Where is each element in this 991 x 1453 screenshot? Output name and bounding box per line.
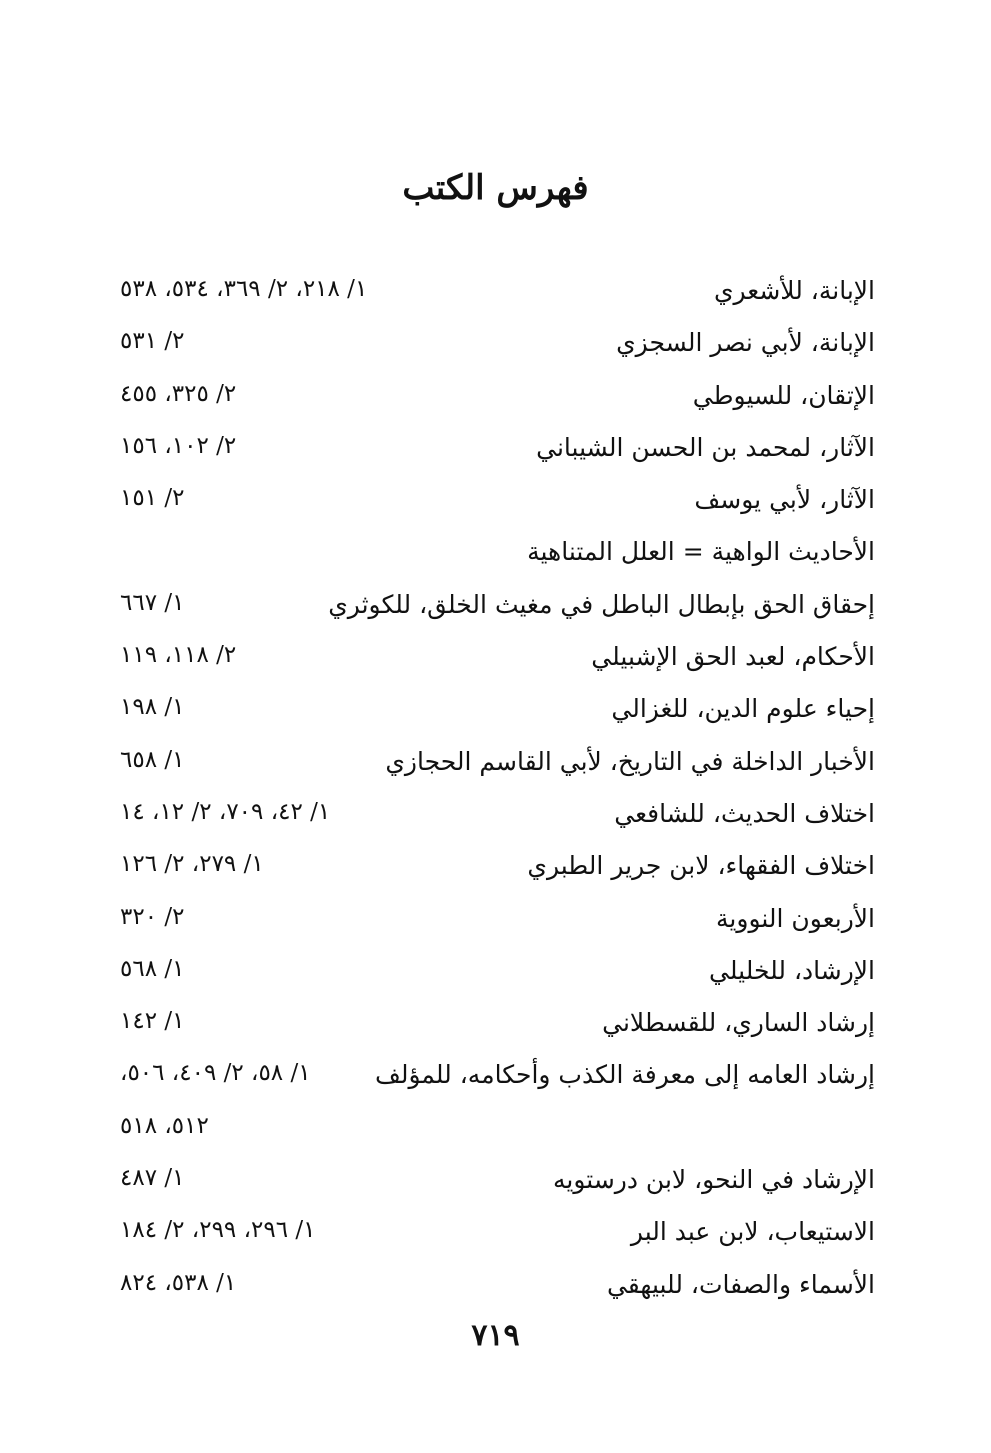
index-entry [120, 477, 875, 529]
index-entry [120, 425, 875, 477]
index-entry [120, 582, 875, 634]
entry-page-refs: ١/ ١٤٢ [120, 1008, 185, 1035]
entry-title: إحياء علوم الدين، للغزالي [611, 694, 875, 724]
entry-page-refs: ٢/ ١٥١ [120, 485, 185, 512]
index-entry [120, 373, 875, 425]
index-entry [120, 320, 875, 372]
index-entry [120, 896, 875, 948]
entry-title: الإبانة، للأشعري [713, 276, 875, 305]
entry-page-refs: ١/ ٢٧٩، ٢/ ١٢٦ [120, 851, 264, 878]
entry-page-refs: ١/ ٢١٨، ٢/ ٣٦٩، ٥٣٤، ٥٣٨ [120, 276, 368, 302]
entry-page-refs: ١/ ٢٩٦، ٢٩٩، ٢/ ١٨٤ [120, 1217, 316, 1244]
entry-page-refs: ١/ ٤٨٧ [120, 1165, 185, 1192]
index-entry [120, 791, 875, 843]
index-entry [120, 1262, 875, 1314]
entry-title: الإرشاد، للخليلي [709, 955, 875, 985]
entry-title: الآثار، لأبي يوسف [694, 485, 875, 515]
entry-page-refs: ٥١٢، ٥١٨ [120, 1112, 209, 1139]
entry-title: الإرشاد في النحو، لابن درستويه [553, 1165, 875, 1195]
index-entry-continuation [120, 1105, 875, 1157]
entry-title: الأسماء والصفات، للبيهقي [606, 1269, 875, 1299]
entry-page-refs: ١/ ٥٨، ٢/ ٤٠٩، ٥٠٦، [120, 1060, 311, 1087]
index-entry [120, 948, 875, 1000]
book-index-list [120, 268, 875, 1314]
index-entry [120, 843, 875, 895]
index-entry [120, 1157, 875, 1209]
index-entry [120, 1000, 875, 1052]
entry-title: اختلاف الفقهاء، لابن جرير الطبري [527, 851, 875, 881]
page-number: ٧١٩ [471, 1318, 520, 1353]
entry-title: اختلاف الحديث، للشافعي [614, 798, 875, 828]
entry-page-refs: ١/ ١٩٨ [120, 694, 185, 721]
entry-title: الإبانة، لأبي نصر السجزي [616, 328, 875, 358]
entry-title: الأربعون النووية [716, 903, 875, 933]
entry-page-refs: ٢/ ٣٢٥، ٤٥٥ [120, 380, 237, 407]
entry-title: إرشاد الساري، للقسطلاني [602, 1008, 875, 1038]
entry-page-refs: ٢/ ١٠٢، ١٥٦ [120, 432, 237, 459]
entry-page-refs: ١/ ٦٥٨ [120, 746, 185, 773]
entry-title: الآثار، لمحمد بن الحسن الشيباني [536, 432, 875, 462]
entry-title: الأحاديث الواهية = العلل المتناهية [527, 537, 875, 567]
entry-page-refs: ٢/ ١١٨، ١١٩ [120, 642, 237, 669]
index-entry [120, 634, 875, 686]
entry-page-refs: ٢/ ٣٢٠ [120, 903, 185, 930]
index-entry [120, 268, 875, 320]
entry-title: إرشاد العامه إلى معرفة الكذب وأحكامه، للمؤلف [375, 1060, 875, 1090]
entry-title: الإتقان، للسيوطي [692, 380, 875, 410]
index-entry [120, 1209, 875, 1261]
entry-page-refs: ١/ ٤٢، ٧٠٩، ٢/ ١٢، ١٤ [120, 798, 331, 825]
entry-title: الأخبار الداخلة في التاريخ، لأبي القاسم الحجازي [385, 746, 875, 776]
entry-page-refs: ٢/ ٥٣١ [120, 328, 185, 355]
entry-page-refs: ١/ ٥٦٨ [120, 955, 185, 982]
entry-page-refs: ١/ ٥٣٨، ٨٢٤ [120, 1269, 237, 1296]
page-title: فهرس الكتب [402, 168, 589, 208]
index-entry [120, 529, 875, 581]
entry-title: إحقاق الحق بإبطال الباطل في مغيث الخلق، للكوثري [328, 589, 875, 619]
index-entry [120, 739, 875, 791]
entry-page-refs: ١/ ٦٦٧ [120, 589, 185, 616]
index-entry [120, 1052, 875, 1104]
index-entry [120, 686, 875, 738]
entry-title: الاستيعاب، لابن عبد البر [630, 1217, 875, 1247]
entry-title: الأحكام، لعبد الحق الإشبيلي [591, 642, 875, 672]
